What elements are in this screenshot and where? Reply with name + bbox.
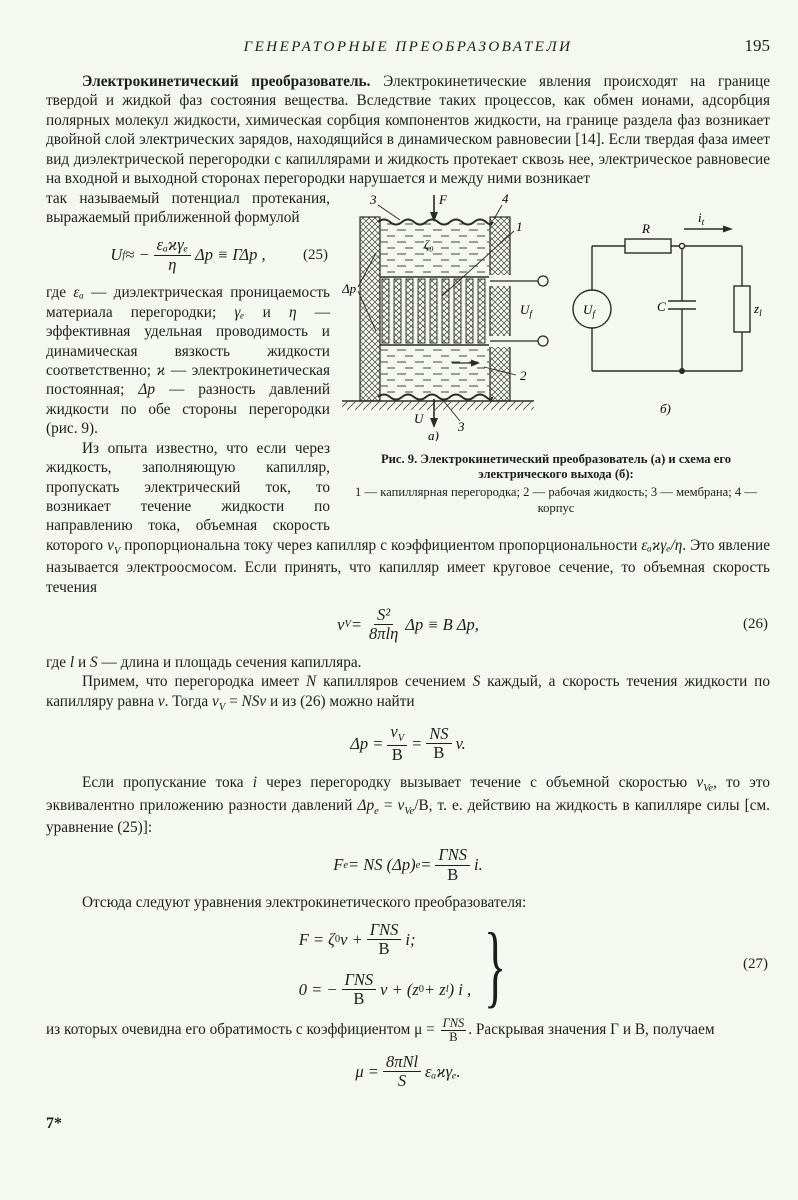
eq27-l2a: 0 = − bbox=[298, 979, 338, 999]
eq27-brace: } bbox=[484, 913, 507, 1016]
figure-caption-title: Рис. 9. Электрокинетический преобразователь (а) и схема его электрического выхода (б): bbox=[380, 451, 732, 482]
eq27-l2b-sub: 0 bbox=[418, 984, 425, 996]
eq27-l1a-sub: 0 bbox=[334, 934, 341, 946]
label-pressure-dp: Δp bbox=[342, 280, 357, 296]
p7-vV-sub: V bbox=[218, 701, 226, 713]
eq27-l2d: ) i , bbox=[448, 979, 472, 999]
label-load-base: z bbox=[754, 300, 760, 316]
p3-k: — разность давлений жидкости по обе стороны перегородки (рис. 9). bbox=[46, 381, 331, 438]
p7-S: S bbox=[472, 673, 481, 691]
fdp-num1 bbox=[387, 723, 407, 746]
paragraph-intro-text: Электрокинетические явления происходят на границе твердой и жидкой фаз состояния вещества. Вследствие таких процессов, как обмен ионами, адсорбция полярных молекул жидкости, химическая сорбция компонентов жидкости, на границе раздела фаз возникает двойной слой электрических зарядов, находящийся в динамическом равновесии [14]. Если твердая фаза имеет вид диэлектрической перегородки с капиллярами и жидкость протекает сквозь нее, электрическое равновесие на входной и выходной сторонах перегородки нарушается и между ними возникает bbox=[46, 73, 771, 188]
f25-fraction bbox=[154, 236, 191, 274]
p9-vVe-sub: Ve bbox=[703, 783, 714, 795]
paragraph-N-capillaries bbox=[46, 672, 770, 714]
ffe-F-sub: e bbox=[343, 859, 348, 871]
label-source-Uf bbox=[583, 302, 596, 320]
capillary-partition bbox=[382, 279, 485, 343]
fdp-eq: = bbox=[411, 733, 423, 753]
p13-num: ΓNS bbox=[442, 1015, 465, 1030]
p3-eps: εₐ bbox=[73, 284, 84, 302]
figure-caption-legend: 1 — капиллярная перегородка; 2 — рабочая жидкость; 3 — мембрана; 4 — корпус bbox=[355, 485, 757, 516]
label-source-sub: f bbox=[592, 309, 596, 320]
f26-lhs-sub: V bbox=[344, 619, 351, 631]
p4-c: пропорциональна току через капилляр с коэффициентом пропорциональности bbox=[120, 536, 642, 554]
f26-numerator: S² bbox=[374, 606, 393, 625]
paragraph-reversibility bbox=[46, 1017, 770, 1044]
p9-c: через перегородку вызывает течение с объемной скоростью bbox=[256, 774, 697, 792]
label-membrane-bottom: 3 bbox=[458, 418, 465, 434]
formula-dp bbox=[46, 723, 770, 764]
fdp-num1-sub: V bbox=[397, 733, 405, 745]
fmu-numerator: 8πNl bbox=[383, 1053, 421, 1072]
p7-a: Примем, что перегородка имеет bbox=[82, 673, 306, 691]
fmu-denominator: S bbox=[397, 1071, 407, 1091]
f26-number: (26) bbox=[743, 616, 768, 633]
p7-vV: v bbox=[212, 692, 219, 710]
label-current-it bbox=[698, 210, 705, 228]
p3-eta: η bbox=[288, 303, 297, 321]
eq27-line-2 bbox=[299, 971, 471, 1009]
f26-eq: = bbox=[350, 614, 362, 634]
f25-rhs: Δp ≡ ΓΔp , bbox=[195, 245, 266, 265]
ffe-fraction bbox=[435, 846, 470, 884]
p7-i: = bbox=[225, 692, 242, 710]
fdp-num1-base: v bbox=[390, 722, 398, 742]
f25-lhs-sub: f bbox=[122, 249, 126, 261]
p3-kappa: ϰ bbox=[156, 362, 166, 379]
fmu-fraction bbox=[383, 1053, 421, 1091]
f26-rhs: Δp ≡ В Δp, bbox=[405, 614, 479, 634]
subfigure-b-tag: б) bbox=[660, 400, 671, 416]
p13-a: из которых очевидна его обратимость с коэффициентом μ = bbox=[46, 1020, 439, 1038]
label-housing-4: 4 bbox=[502, 190, 509, 206]
p3-g: — эффективная удельная проводимость и динамическая вязкость жидкости соответственно; bbox=[46, 303, 330, 379]
ffe-F: F bbox=[333, 855, 344, 875]
paragraph-where-26 bbox=[46, 653, 770, 672]
p6-e: — длина и площадь сечения капилляра. bbox=[97, 653, 362, 671]
formula-Fe bbox=[46, 846, 770, 884]
label-membrane-top: 3 bbox=[370, 191, 377, 207]
p9-a: Если пропускание тока bbox=[82, 774, 253, 792]
fdp-fraction-2 bbox=[426, 725, 451, 763]
figure-9 bbox=[342, 191, 770, 517]
p7-g: . Тогда bbox=[164, 692, 213, 710]
equation-system-27 bbox=[46, 913, 770, 1016]
p3-i: — электрокинетическая постоянная; bbox=[46, 362, 331, 399]
p13-den: В bbox=[449, 1029, 458, 1044]
fdp-fraction-1 bbox=[387, 723, 407, 764]
f26-denominator: 8πlη bbox=[369, 624, 399, 644]
fdp-num2: NS bbox=[426, 725, 451, 744]
p7-NSv: NSv bbox=[241, 692, 267, 710]
label-load-sub: l bbox=[759, 308, 762, 319]
p9-dpe: Δp bbox=[357, 796, 375, 814]
label-force-F: F bbox=[439, 191, 447, 207]
fmu-lhs: μ = bbox=[355, 1061, 379, 1081]
p4-coeff: εₐϰγₑ/η bbox=[641, 536, 683, 554]
p4-v: v bbox=[107, 536, 114, 554]
label-Uf-output bbox=[520, 302, 533, 320]
p7-c: капилляров сечением bbox=[316, 673, 473, 691]
label-load-zl bbox=[753, 301, 762, 319]
eq27-l2c: + z bbox=[424, 979, 446, 999]
eq27-num-1: ΓNS bbox=[367, 921, 402, 940]
eq27-frac-2 bbox=[342, 971, 377, 1009]
p9-vVe2: v bbox=[397, 796, 405, 814]
label-liquid-2: 2 bbox=[520, 367, 527, 383]
ffe-mid-sub: e bbox=[415, 859, 421, 871]
formula-26 bbox=[46, 606, 770, 644]
eq27-line-1 bbox=[299, 921, 471, 959]
ffe-eq: = bbox=[420, 855, 432, 875]
eq27-num-2: ΓNS bbox=[342, 971, 377, 990]
fdp-den2: В bbox=[433, 743, 445, 763]
p9-vVe: v bbox=[696, 774, 704, 792]
eq27-l2b: v + (z bbox=[380, 979, 419, 999]
f25-lhs: U bbox=[110, 245, 123, 265]
running-title: ГЕНЕРАТОРНЫЕ ПРЕОБРАЗОВАТЕЛИ bbox=[243, 39, 573, 55]
p9-i2: /В, т. е. действию на жидкость в капилляре силы [см. уравнение (25)]: bbox=[46, 796, 770, 836]
paragraph-intro bbox=[46, 72, 770, 189]
p7-k: и из (26) можно найти bbox=[266, 692, 415, 710]
p6-c: и bbox=[74, 653, 91, 671]
label-velocity-U: U bbox=[414, 410, 424, 426]
p13-inline-fraction bbox=[441, 1017, 467, 1044]
p6-l: l bbox=[69, 653, 75, 671]
p9-g: = bbox=[378, 796, 398, 814]
p6-a: где bbox=[46, 653, 70, 671]
eq27-l2c-sub: l bbox=[445, 984, 449, 996]
f25-number: (25) bbox=[303, 246, 328, 263]
label-source-base: U bbox=[583, 301, 593, 317]
paragraph-lead-bold: Электрокинетический преобразователь. bbox=[82, 73, 371, 90]
formula-25 bbox=[46, 236, 330, 274]
label-resistor-R: R bbox=[642, 220, 650, 236]
eq27-l1b: v + bbox=[340, 929, 363, 949]
p3-e: и bbox=[244, 303, 289, 321]
paragraph-equivalent-force bbox=[46, 773, 770, 837]
page-number: 195 bbox=[744, 36, 770, 55]
paragraph-potential: так называемый потенциал протекания, выражаемый приближенной формулой bbox=[46, 189, 330, 226]
eq27-den-2: В bbox=[353, 989, 365, 1009]
formula-mu bbox=[46, 1053, 770, 1091]
ffe-mid: = NS (Δp) bbox=[348, 855, 416, 875]
p7-e: каждый, а скорость течения жидкости по капилляру равна bbox=[46, 673, 770, 710]
fdp-rhs: v. bbox=[455, 733, 466, 753]
signature-mark: 7* bbox=[46, 1114, 62, 1132]
eq27-stack bbox=[299, 921, 471, 1009]
subfigure-a-tag: а) bbox=[428, 427, 439, 441]
p13-b: . Раскрывая значения Γ и В, получаем bbox=[468, 1020, 715, 1038]
f25-denominator: η bbox=[168, 254, 177, 274]
ffe-rhs: i. bbox=[474, 855, 483, 875]
p4-a: Из опыта известно, что если через жидкость, заполняющую капилляр, пропускать электрический ток, то возникает течение жидкости по направлению тока, объемная скорость которого bbox=[46, 439, 330, 554]
eq27-frac-1 bbox=[367, 921, 402, 959]
figure-9-drawing bbox=[342, 191, 770, 441]
fmu-rhs: εₐϰγₑ. bbox=[425, 1061, 461, 1081]
page-header bbox=[46, 36, 770, 56]
label-current-base: i bbox=[698, 209, 702, 225]
label-capacitor-C: C bbox=[657, 298, 666, 314]
label-Uf-sub: f bbox=[529, 309, 533, 320]
label-current-sub: t bbox=[701, 217, 705, 228]
eq27-number: (27) bbox=[743, 956, 768, 973]
ffe-numerator: ΓNS bbox=[435, 846, 470, 865]
p4-v-sub: V bbox=[113, 545, 121, 557]
fdp-lhs: Δp = bbox=[350, 733, 384, 753]
f26-fraction bbox=[366, 606, 401, 644]
p7-v: v bbox=[157, 692, 165, 710]
eq27-l1a: F = ζ bbox=[298, 929, 335, 949]
p6-S: S bbox=[90, 653, 98, 671]
label-partition-1: 1 bbox=[516, 218, 523, 234]
eq27-l1c: i; bbox=[405, 929, 416, 949]
eq27-den-1: В bbox=[378, 939, 390, 959]
p3-a: где bbox=[46, 284, 74, 302]
p3-c: — диэлектрическая проницаемость материала перегородки; bbox=[46, 284, 330, 321]
p9-e: , то это эквивалентно приложению разности давлений bbox=[46, 774, 771, 814]
p3-dp: Δp bbox=[138, 381, 155, 399]
f25-rel: ≈ − bbox=[125, 245, 150, 265]
fdp-den1: В bbox=[391, 744, 403, 764]
label-Uf-base: U bbox=[520, 301, 530, 317]
p7-N: N bbox=[306, 673, 317, 691]
paragraph-hence: Отсюда следуют уравнения электрокинетического преобразователя: bbox=[82, 894, 527, 912]
p3-gamma: γₑ bbox=[234, 303, 245, 321]
f25-numerator: εₐϰγₑ bbox=[154, 236, 191, 255]
ffe-denominator: В bbox=[447, 864, 459, 884]
label-zeta0: ζ₀ bbox=[424, 236, 434, 252]
p4-e: . Это явление называется электроосмосом. Если принять, что капилляр имеет круговое сечение, то объемная скорость течения bbox=[46, 536, 770, 596]
p9-vVe2-sub: Ve bbox=[404, 805, 415, 817]
f26-lhs: v bbox=[337, 614, 345, 634]
p9-i: i bbox=[252, 774, 257, 792]
p9-dpe-sub: e bbox=[374, 805, 379, 817]
